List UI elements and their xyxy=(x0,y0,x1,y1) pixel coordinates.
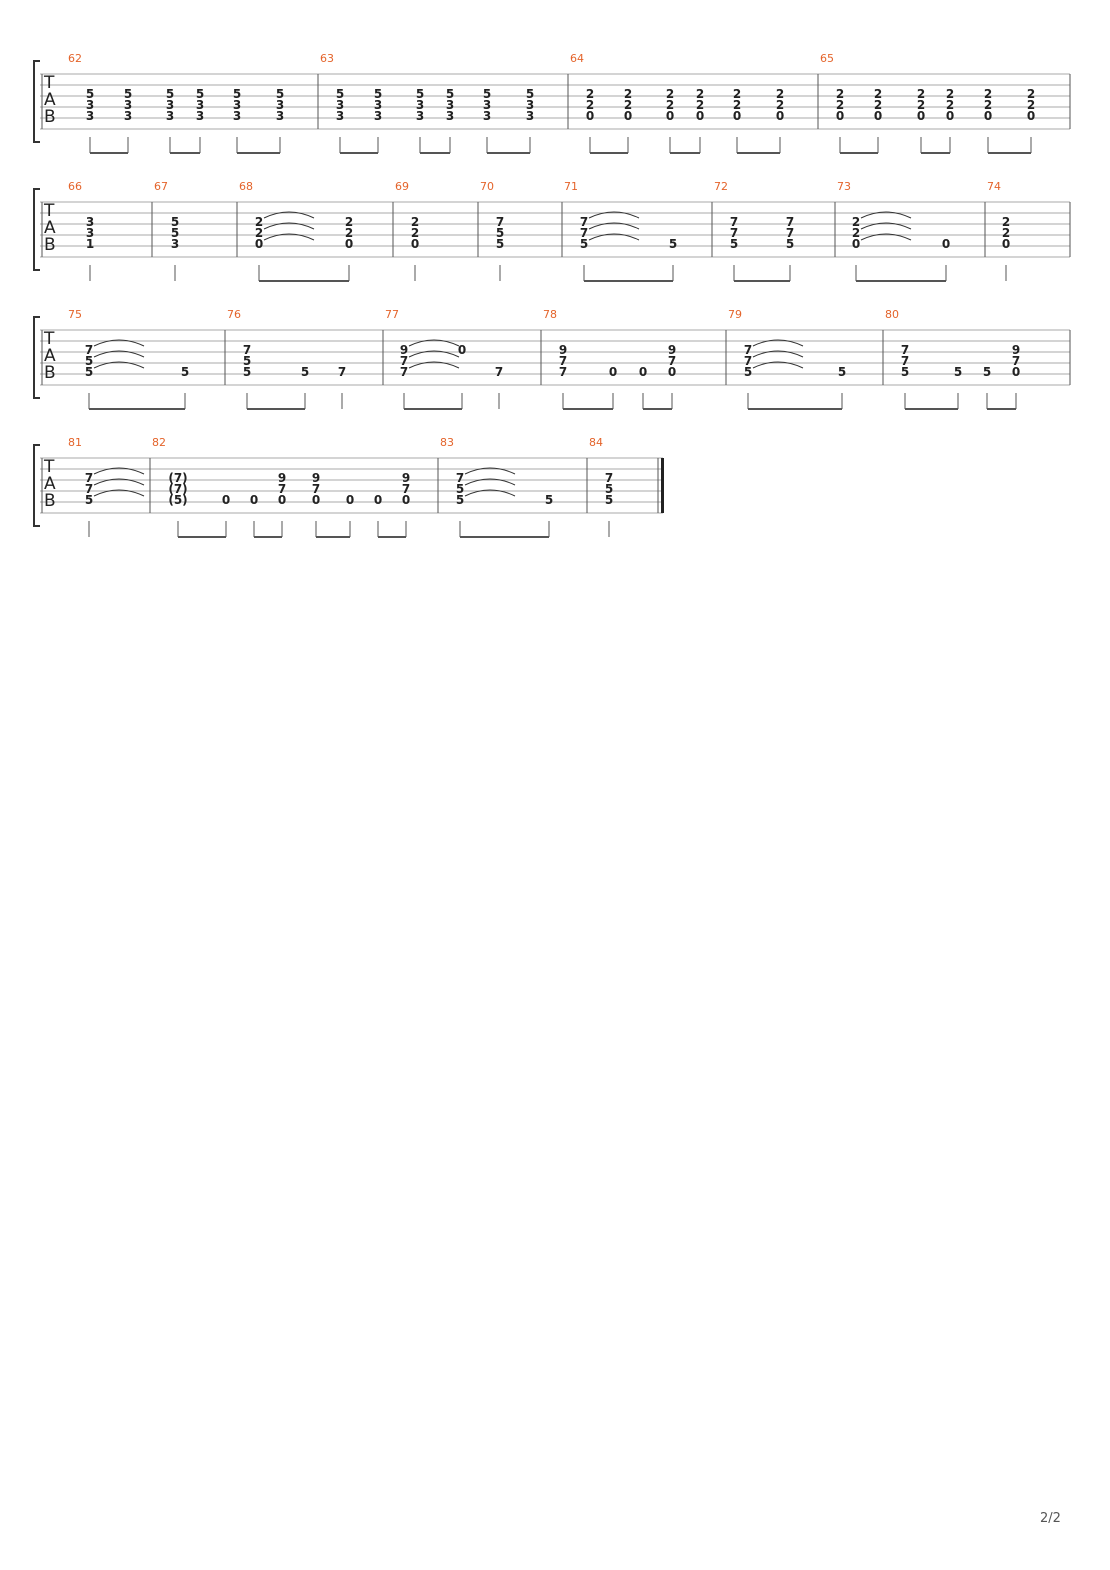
fret-number: 5 xyxy=(195,87,205,101)
fret-number: 5 xyxy=(180,365,190,379)
measure-number: 72 xyxy=(714,180,728,193)
fret-number: 3 xyxy=(195,109,205,123)
fret-number: 1 xyxy=(85,237,95,251)
fret-number: 7 xyxy=(579,215,589,229)
system-bracket xyxy=(34,61,40,142)
fret-number: 2 xyxy=(623,98,633,112)
fret-number: 5 xyxy=(785,237,795,251)
measure-number: 68 xyxy=(239,180,253,193)
fret-number: 5 xyxy=(482,87,492,101)
fret-number: 2 xyxy=(623,87,633,101)
fret-number: 5 xyxy=(165,87,175,101)
fret-number: 5 xyxy=(525,87,535,101)
measure-number: 76 xyxy=(227,308,241,321)
fret-number: 0 xyxy=(667,365,677,379)
fret-number: 2 xyxy=(945,87,955,101)
fret-number: 2 xyxy=(585,87,595,101)
fret-number: 2 xyxy=(585,98,595,112)
fret-number: 0 xyxy=(638,365,648,379)
fret-number: 7 xyxy=(667,354,677,368)
fret-number: 9 xyxy=(667,343,677,357)
fret-number: 3 xyxy=(275,98,285,112)
fret-number: 0 xyxy=(1001,237,1011,251)
fret-number: 3 xyxy=(445,109,455,123)
fret-number: 2 xyxy=(983,87,993,101)
fret-number: 2 xyxy=(344,226,354,240)
fret-number: 7 xyxy=(311,482,321,496)
fret-number: 5 xyxy=(953,365,963,379)
tab-clef-letter: B xyxy=(44,363,56,383)
fret-number: 2 xyxy=(851,215,861,229)
fret-number: 0 xyxy=(401,493,411,507)
tab-clef-letter: A xyxy=(44,474,56,494)
measure-number: 81 xyxy=(68,436,82,449)
measure-number: 70 xyxy=(480,180,494,193)
measure-number: 69 xyxy=(395,180,409,193)
fret-number: 0 xyxy=(851,237,861,251)
measure-number: 65 xyxy=(820,52,834,65)
fret-number: 7 xyxy=(743,343,753,357)
fret-number: 2 xyxy=(983,98,993,112)
tab-clef-letter: A xyxy=(44,90,56,110)
fret-number: 0 xyxy=(277,493,287,507)
fret-number: 0 xyxy=(585,109,595,123)
fret-number: 5 xyxy=(123,87,133,101)
fret-number: 2 xyxy=(410,215,420,229)
fret-number: 2 xyxy=(732,98,742,112)
fret-number: 5 xyxy=(495,226,505,240)
fret-number: 0 xyxy=(1026,109,1036,123)
measure-number: 84 xyxy=(589,436,603,449)
fret-number: 0 xyxy=(695,109,705,123)
tab-clef-letter: B xyxy=(44,107,56,127)
fret-number: 9 xyxy=(277,471,287,485)
fret-number: 5 xyxy=(445,87,455,101)
fret-number: 5 xyxy=(900,365,910,379)
fret-number: 7 xyxy=(494,365,504,379)
fret-number: 9 xyxy=(558,343,568,357)
fret-number: 0 xyxy=(311,493,321,507)
fret-number: 0 xyxy=(221,493,231,507)
fret-number: 5 xyxy=(604,482,614,496)
fret-number: 5 xyxy=(84,365,94,379)
fret-number: 3 xyxy=(275,109,285,123)
fret-number: 5 xyxy=(495,237,505,251)
fret-number: 3 xyxy=(85,215,95,229)
fret-number: 7 xyxy=(604,471,614,485)
fret-number: 9 xyxy=(1011,343,1021,357)
fret-number: 5 xyxy=(579,237,589,251)
fret-number: 2 xyxy=(916,87,926,101)
fret-number: 7 xyxy=(743,354,753,368)
fret-number: 5 xyxy=(170,226,180,240)
fret-number: 3 xyxy=(482,109,492,123)
fret-number: 2 xyxy=(1026,98,1036,112)
fret-number: 0 xyxy=(249,493,259,507)
fret-number: 7 xyxy=(84,482,94,496)
fret-number: 0 xyxy=(665,109,675,123)
fret-number: 7 xyxy=(900,354,910,368)
measure-number: 79 xyxy=(728,308,742,321)
fret-number: 3 xyxy=(232,98,242,112)
fret-number: 5 xyxy=(170,215,180,229)
system-bracket xyxy=(34,445,40,526)
fret-number: 2 xyxy=(254,226,264,240)
fret-number: 3 xyxy=(525,98,535,112)
fret-number: 2 xyxy=(665,98,675,112)
measure-number: 83 xyxy=(440,436,454,449)
fret-number: 0 xyxy=(941,237,951,251)
fret-number: 7 xyxy=(277,482,287,496)
fret-number: 0 xyxy=(623,109,633,123)
fret-number: 9 xyxy=(401,471,411,485)
fret-number: 2 xyxy=(1026,87,1036,101)
fret-number: 2 xyxy=(873,98,883,112)
fret-number: 7 xyxy=(900,343,910,357)
staff-system-4 xyxy=(34,436,664,537)
fret-number: 0 xyxy=(457,343,467,357)
fret-number: 7 xyxy=(785,226,795,240)
final-barline-thick xyxy=(661,458,664,513)
fret-number: 0 xyxy=(345,493,355,507)
fret-number: 3 xyxy=(525,109,535,123)
fret-number: 2 xyxy=(254,215,264,229)
fret-number: 3 xyxy=(123,98,133,112)
fret-number: (7) xyxy=(168,482,188,496)
fret-number: 0 xyxy=(344,237,354,251)
fret-number: 2 xyxy=(916,98,926,112)
fret-number: 3 xyxy=(170,237,180,251)
tab-clef-letter: T xyxy=(44,201,55,221)
measure-number: 63 xyxy=(320,52,334,65)
system-bracket xyxy=(34,317,40,398)
fret-number: 5 xyxy=(232,87,242,101)
staff-system-3 xyxy=(34,308,1070,409)
fret-number: (7) xyxy=(168,471,188,485)
fret-number: 7 xyxy=(785,215,795,229)
fret-number: 2 xyxy=(665,87,675,101)
fret-number: 7 xyxy=(1011,354,1021,368)
measure-number: 82 xyxy=(152,436,166,449)
fret-number: 9 xyxy=(399,343,409,357)
fret-number: 3 xyxy=(123,109,133,123)
fret-number: 5 xyxy=(85,87,95,101)
fret-number: 2 xyxy=(695,98,705,112)
fret-number: 7 xyxy=(455,471,465,485)
fret-number: 3 xyxy=(335,109,345,123)
fret-number: 7 xyxy=(401,482,411,496)
fret-number: 2 xyxy=(945,98,955,112)
page-number: 2/2 xyxy=(1040,1511,1061,1526)
fret-number: 5 xyxy=(743,365,753,379)
fret-number: 2 xyxy=(732,87,742,101)
fret-number: 0 xyxy=(254,237,264,251)
staff-system-1 xyxy=(34,52,1070,153)
fret-number: 2 xyxy=(835,98,845,112)
fret-number: 5 xyxy=(242,354,252,368)
fret-number: 7 xyxy=(729,215,739,229)
fret-number: 0 xyxy=(732,109,742,123)
fret-number: 0 xyxy=(608,365,618,379)
tab-clef-letter: T xyxy=(44,73,55,93)
measure-number: 66 xyxy=(68,180,82,193)
fret-number: 3 xyxy=(85,226,95,240)
fret-number: 7 xyxy=(399,365,409,379)
fret-number: 5 xyxy=(982,365,992,379)
fret-number: 5 xyxy=(544,493,554,507)
fret-number: 0 xyxy=(835,109,845,123)
fret-number: 2 xyxy=(1001,215,1011,229)
fret-number: 5 xyxy=(335,87,345,101)
fret-number: 5 xyxy=(84,354,94,368)
fret-number: 2 xyxy=(851,226,861,240)
fret-number: 3 xyxy=(165,109,175,123)
measure-number: 74 xyxy=(987,180,1001,193)
fret-number: 7 xyxy=(84,343,94,357)
fret-number: 9 xyxy=(311,471,321,485)
fret-number: 2 xyxy=(410,226,420,240)
fret-number: 5 xyxy=(415,87,425,101)
fret-number: 7 xyxy=(337,365,347,379)
fret-number: 0 xyxy=(916,109,926,123)
fret-number: 5 xyxy=(275,87,285,101)
fret-number: (5) xyxy=(168,493,188,507)
fret-number: 5 xyxy=(373,87,383,101)
fret-number: 7 xyxy=(729,226,739,240)
fret-number: 0 xyxy=(945,109,955,123)
fret-number: 3 xyxy=(195,98,205,112)
fret-number: 3 xyxy=(335,98,345,112)
fret-number: 7 xyxy=(558,354,568,368)
measure-number: 73 xyxy=(837,180,851,193)
fret-number: 0 xyxy=(1011,365,1021,379)
tab-clef-letter: B xyxy=(44,235,56,255)
fret-number: 5 xyxy=(668,237,678,251)
system-bracket xyxy=(34,189,40,270)
fret-number: 2 xyxy=(835,87,845,101)
measure-number: 62 xyxy=(68,52,82,65)
fret-number: 2 xyxy=(695,87,705,101)
fret-number: 0 xyxy=(873,109,883,123)
fret-number: 0 xyxy=(983,109,993,123)
fret-number: 2 xyxy=(873,87,883,101)
fret-number: 2 xyxy=(775,87,785,101)
fret-number: 5 xyxy=(729,237,739,251)
fret-number: 3 xyxy=(482,98,492,112)
fret-number: 7 xyxy=(495,215,505,229)
fret-number: 5 xyxy=(300,365,310,379)
measure-number: 67 xyxy=(154,180,168,193)
fret-number: 5 xyxy=(604,493,614,507)
measure-number: 78 xyxy=(543,308,557,321)
measure-number: 64 xyxy=(570,52,584,65)
fret-number: 5 xyxy=(837,365,847,379)
fret-number: 7 xyxy=(242,343,252,357)
fret-number: 3 xyxy=(232,109,242,123)
fret-number: 0 xyxy=(373,493,383,507)
fret-number: 3 xyxy=(415,98,425,112)
staff-system-2 xyxy=(34,180,1070,281)
fret-number: 3 xyxy=(165,98,175,112)
fret-number: 2 xyxy=(1001,226,1011,240)
fret-number: 2 xyxy=(344,215,354,229)
fret-number: 7 xyxy=(558,365,568,379)
fret-number: 5 xyxy=(84,493,94,507)
measure-number: 75 xyxy=(68,308,82,321)
fret-number: 0 xyxy=(775,109,785,123)
tab-clef-letter: T xyxy=(44,457,55,477)
measure-number: 80 xyxy=(885,308,899,321)
measure-number: 77 xyxy=(385,308,399,321)
fret-number: 3 xyxy=(415,109,425,123)
tab-clef-letter: T xyxy=(44,329,55,349)
fret-number: 7 xyxy=(579,226,589,240)
fret-number: 7 xyxy=(399,354,409,368)
fret-number: 2 xyxy=(775,98,785,112)
fret-number: 5 xyxy=(455,493,465,507)
fret-number: 3 xyxy=(445,98,455,112)
fret-number: 3 xyxy=(85,98,95,112)
fret-number: 3 xyxy=(373,98,383,112)
tab-clef-letter: A xyxy=(44,218,56,238)
fret-number: 3 xyxy=(85,109,95,123)
fret-number: 5 xyxy=(455,482,465,496)
fret-number: 5 xyxy=(242,365,252,379)
measure-number: 71 xyxy=(564,180,578,193)
fret-number: 0 xyxy=(410,237,420,251)
fret-number: 3 xyxy=(373,109,383,123)
fret-number: 7 xyxy=(84,471,94,485)
tab-clef-letter: A xyxy=(44,346,56,366)
tab-clef-letter: B xyxy=(44,491,56,511)
